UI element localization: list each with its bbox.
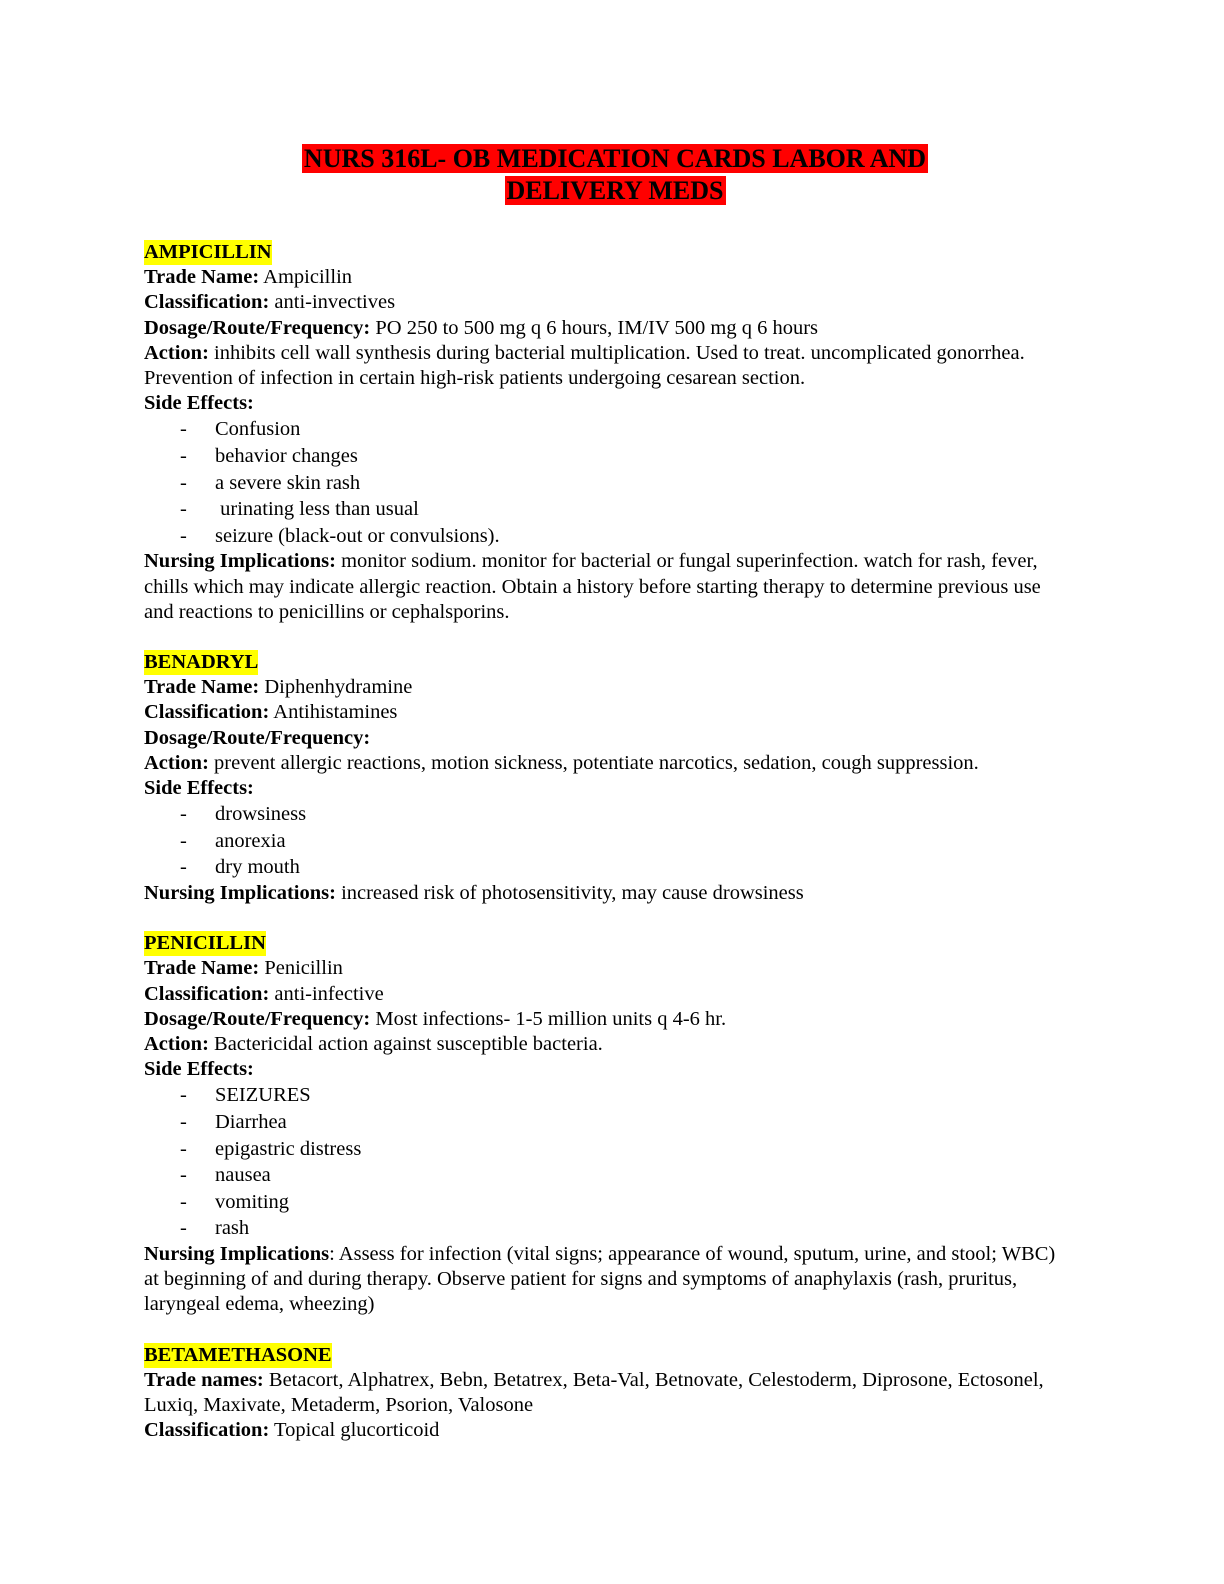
action-field: Action: Bactericidal action against susceptible bacteria. — [144, 1033, 603, 1056]
drug-name: BENADRYL — [144, 651, 259, 673]
list-item: - Diarrhea — [180, 1111, 287, 1134]
action-field: Action: inhibits cell wall synthesis during bacterial multiplication. Used to treat. uncomplicated gonorrhea. Prevention of infection in certain high-risk patients undergoing cesarean section. — [144, 341, 1025, 390]
drug-card-betamethasone — [144, 1343, 1074, 1444]
dosage-field: Dosage/Route/Frequency: PO 250 to 500 mg q 6 hours, IM/IV 500 mg q 6 hours — [144, 316, 819, 339]
list-item: - urinating less than usual — [180, 498, 419, 521]
side-effects-list — [144, 416, 1074, 549]
nursing-implications-field: Nursing Implications: increased risk of photosensitivity, may cause drowsiness — [144, 882, 804, 904]
trade-name-field: Trade Name: Penicillin — [144, 957, 343, 980]
classification-field: Classification: anti-invectives — [144, 291, 396, 314]
trade-names-field: Trade names: Betacort, Alphatrex, Bebn, Betatrex, Beta-Val, Betnovate, Celestoderm, Diprosone, Ectosonel, Luxiq, Maxivate, Metaderm, Psorion, Valosone — [144, 1368, 1044, 1416]
side-effects-label: Side Effects: — [144, 392, 254, 415]
title-line-1: NURS 316L- OB MEDICATION CARDS LABOR AND — [303, 144, 927, 173]
list-item: - SEIZURES — [180, 1084, 311, 1107]
list-item: - Confusion — [180, 418, 301, 441]
drug-name: PENICILLIN — [144, 932, 266, 955]
classification-field: Classification: Antihistamines — [144, 701, 398, 724]
list-item: - anorexia — [180, 829, 286, 852]
dosage-field: Dosage/Route/Frequency: — [144, 726, 371, 749]
list-item: - drowsiness — [180, 803, 307, 826]
drug-card-penicillin — [144, 931, 1074, 1317]
list-item: - seizure (black-out or convulsions). — [180, 524, 500, 547]
drug-card-benadryl — [144, 650, 1074, 906]
side-effects-label: Side Effects: — [144, 1058, 254, 1081]
list-item: - vomiting — [180, 1190, 290, 1213]
trade-name-field: Trade Name: Ampicillin — [144, 266, 353, 289]
classification-field: Classification: anti-infective — [144, 982, 384, 1005]
list-item: - a severe skin rash — [180, 471, 361, 494]
drug-name: AMPICILLIN — [144, 241, 272, 263]
classification-field: Classification: Topical glucorticoid — [144, 1419, 440, 1442]
list-item: - behavior changes — [180, 445, 358, 468]
document-page — [144, 143, 1074, 1468]
nursing-implications-field: Nursing Implications: Assess for infection (vital signs; appearance of wound, sputum, urine, and stool; WBC) at beginning of and during therapy. Observe patient for signs and symptoms of anaphylaxis (rash, pruritus, laryngeal edema, wheezing) — [144, 1242, 1056, 1316]
side-effects-label: Side Effects: — [144, 777, 254, 800]
side-effects-list — [144, 801, 1074, 881]
document-title — [144, 143, 1074, 207]
nursing-implications-field: Nursing Implications: monitor sodium. monitor for bacterial or fungal superinfection. watch for rash, fever, chills which may indicate allergic reaction. Obtain a history before starting therapy to determine previous use and reactions to penicillins or cephalsporins. — [144, 550, 1041, 623]
list-item: - epigastric distress — [180, 1137, 362, 1160]
dosage-field: Dosage/Route/Frequency: Most infections- 1-5 million units q 4-6 hr. — [144, 1007, 727, 1030]
list-item: - nausea — [180, 1164, 271, 1187]
drug-name: BETAMETHASONE — [144, 1343, 332, 1366]
side-effects-list — [144, 1082, 1074, 1242]
drug-card-ampicillin — [144, 240, 1074, 625]
title-line-2: DELIVERY MEDS — [506, 176, 724, 205]
trade-name-field: Trade Name: Diphenhydramine — [144, 676, 413, 699]
action-field: Action: prevent allergic reactions, motion sickness, potentiate narcotics, sedation, cough suppression. — [144, 751, 979, 774]
list-item: - rash — [180, 1217, 250, 1240]
list-item: - dry mouth — [180, 856, 300, 879]
